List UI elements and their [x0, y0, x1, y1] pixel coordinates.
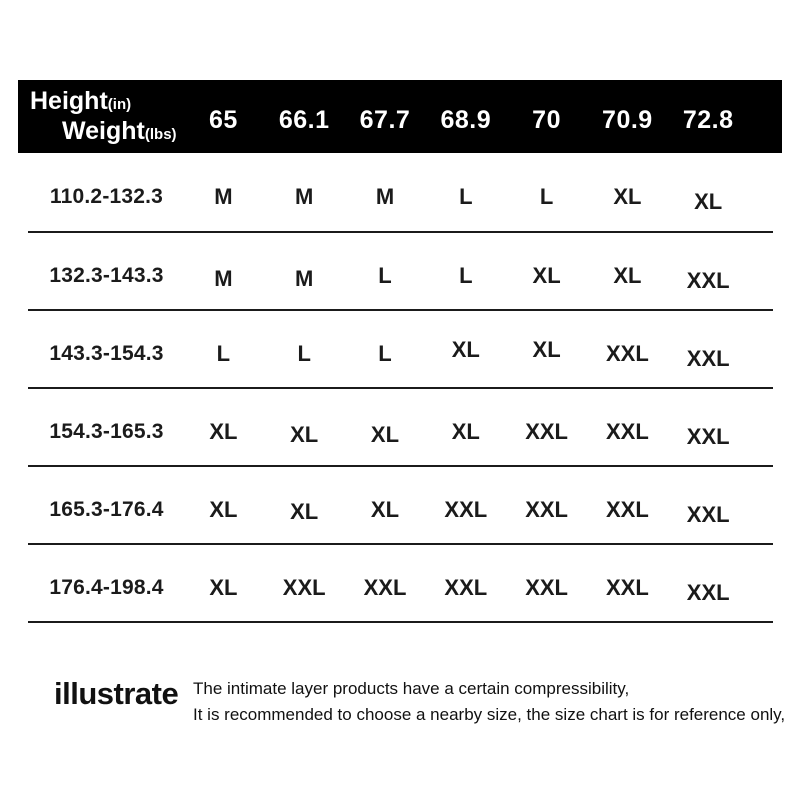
- size-cell: XXL: [525, 496, 568, 522]
- size-cell: XL: [290, 498, 319, 524]
- row-divider: [28, 621, 773, 623]
- size-cell: M: [295, 183, 314, 209]
- size-cell: XXL: [525, 574, 568, 600]
- size-cell: XXL: [444, 496, 488, 522]
- note-line-2: It is recommended to choose a nearby size, the size chart is for reference only,: [193, 704, 786, 724]
- weight-range-label: 154.3-165.3: [49, 419, 164, 443]
- size-cell: L: [216, 340, 231, 366]
- height-column-header: 72.8: [682, 106, 734, 134]
- size-cell: XXL: [686, 501, 730, 527]
- size-cell: XXL: [444, 574, 488, 600]
- size-cell: M: [375, 183, 395, 209]
- height-axis-label: Height(in): [30, 87, 132, 115]
- size-cell: M: [295, 265, 314, 291]
- note-line-1: The intimate layer products have a certain compressibility,: [193, 679, 630, 698]
- weight-axis-label: Weight(lbs): [62, 116, 177, 145]
- table-row: [18, 389, 782, 465]
- size-cell: XL: [370, 496, 400, 522]
- height-axis-unit: (in): [107, 96, 132, 113]
- size-cell: XL: [451, 336, 480, 362]
- size-cell: L: [459, 183, 473, 209]
- size-cell: XL: [451, 418, 480, 444]
- size-cell: XXL: [363, 574, 407, 600]
- table-row: [18, 311, 782, 387]
- size-cell: XXL: [686, 423, 730, 449]
- height-column-header: 68.9: [440, 106, 492, 134]
- weight-axis-unit: (lbs): [144, 125, 177, 143]
- table-header-row: [18, 80, 782, 153]
- size-cell: XL: [613, 183, 642, 209]
- table-row: [18, 153, 782, 231]
- size-cell: L: [378, 340, 392, 366]
- size-cell: XL: [209, 496, 238, 522]
- size-cell: XXL: [605, 418, 649, 444]
- size-cell: XXL: [605, 574, 649, 600]
- weight-range-label: 143.3-154.3: [49, 341, 164, 365]
- size-cell: XXL: [282, 574, 326, 600]
- height-column-header: 67.7: [359, 106, 411, 134]
- size-cell: M: [214, 265, 233, 291]
- height-column-header: 70.9: [602, 106, 653, 134]
- size-cell: XXL: [686, 579, 730, 605]
- size-cell: L: [459, 262, 473, 288]
- note-text: [193, 676, 785, 727]
- size-cell: XXL: [525, 418, 568, 444]
- weight-range-label: 132.3-143.3: [49, 263, 164, 287]
- size-cell: XXL: [605, 496, 649, 522]
- weight-range-label: 165.3-176.4: [49, 497, 164, 521]
- size-cell: XL: [290, 421, 319, 447]
- size-cell: XXL: [686, 345, 730, 371]
- height-column-header: 65: [208, 106, 238, 134]
- table-row: [18, 545, 782, 621]
- size-cell: L: [378, 262, 392, 288]
- size-cell: M: [214, 183, 233, 209]
- weight-range-label: 110.2-132.3: [49, 184, 164, 208]
- axis-corner: [18, 87, 183, 146]
- size-cell: XL: [532, 262, 561, 288]
- note-title: illustrate: [54, 676, 179, 711]
- height-column-header: 66.1: [278, 106, 330, 134]
- size-cell: XL: [209, 574, 238, 600]
- size-cell: L: [539, 183, 554, 209]
- size-cell: XL: [532, 336, 561, 362]
- height-column-header: 70: [532, 106, 561, 134]
- size-cell: XL: [370, 421, 400, 447]
- size-cell: L: [297, 340, 311, 366]
- size-chart-table: [18, 80, 782, 623]
- table-row: [18, 467, 782, 543]
- size-cell: XL: [613, 262, 642, 288]
- size-cell: XL: [694, 188, 723, 214]
- size-cell: XL: [209, 418, 238, 444]
- size-cell: XXL: [686, 267, 730, 293]
- size-cell: XXL: [605, 340, 649, 366]
- weight-range-label: 176.4-198.4: [49, 575, 164, 599]
- table-row: [18, 233, 782, 309]
